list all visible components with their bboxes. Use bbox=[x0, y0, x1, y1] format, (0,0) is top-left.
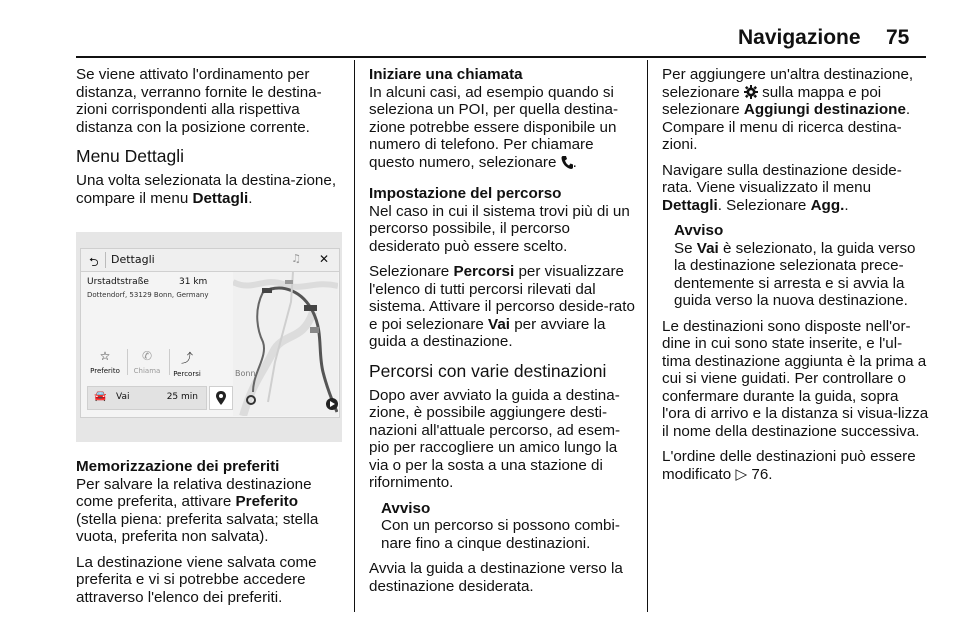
details-screen bbox=[80, 248, 340, 418]
subsection-heading: Memorizzazione dei preferiti bbox=[76, 458, 280, 475]
note-title: Avviso bbox=[674, 222, 724, 239]
routes-icon: ⤴ bbox=[180, 351, 193, 365]
details-screenshot-figure bbox=[76, 232, 342, 442]
paragraph: L'ordine delle destinazioni può essere modificato ▷ 76. bbox=[662, 448, 916, 483]
destination-address: Dottendorf, 53129 Bonn, Germany bbox=[87, 291, 209, 299]
section-heading: Percorsi con varie destinazioni bbox=[369, 360, 607, 381]
header-rule bbox=[76, 56, 926, 58]
screen-title-bar bbox=[81, 249, 339, 272]
destination-distance: 31 km bbox=[179, 277, 208, 287]
paragraph: Selezionare Percorsi per visualizzare l'elenco di tutti percorsi rilevati dal sistema. Attivare il percorso deside-rato e poi selezionare Vai per avviare la guida a destinazione. bbox=[369, 263, 635, 350]
back-icon: ⮌ bbox=[89, 255, 99, 269]
go-label: Vai bbox=[116, 392, 130, 402]
star-icon: ☆ bbox=[99, 349, 111, 363]
column-3 bbox=[662, 66, 930, 491]
favorite-label: Preferito bbox=[90, 367, 120, 375]
note-text: Con un percorso si possono combi-nare fino a cinque destinazioni. bbox=[381, 517, 620, 552]
close-icon: ✕ bbox=[318, 252, 329, 266]
note-text: Se Vai è selezionato, la guida verso la destinazione selezionata prece-dentemente si arresta e si avvia la guida verso la nuova destinazione. bbox=[674, 239, 916, 309]
divider bbox=[105, 252, 106, 268]
favorite-button bbox=[85, 349, 125, 375]
column-divider bbox=[647, 60, 648, 612]
routes-button bbox=[167, 349, 207, 378]
call-button bbox=[127, 349, 167, 375]
destination-street: Urstadtstraße bbox=[87, 277, 149, 287]
subsection-heading: Iniziare una chiamata bbox=[369, 66, 523, 83]
routes-label: Percorsi bbox=[173, 370, 201, 378]
paragraph: In alcuni casi, ad esempio quando si seleziona un POI, per quella destina-zione potrebbe essere disponibile un numero di telefono. Per chiamare questo numero, selezionare . bbox=[369, 83, 619, 171]
map-view bbox=[233, 272, 338, 416]
map-city-label: Bonn bbox=[235, 369, 256, 378]
paragraph: La destinazione viene salvata come preferita e vi si potrebbe accedere attraverso l'elenco dei preferiti. bbox=[76, 553, 317, 606]
paragraph: Navigare sulla destinazione deside-rata. Viene visualizzato il menu Dettagli. Selezionare Agg.. bbox=[662, 161, 902, 214]
subsection-heading: Impostazione del percorso bbox=[369, 185, 562, 202]
page-reference-arrow-icon: ▷ bbox=[735, 465, 748, 483]
paragraph: Avvia la guida a destinazione verso la destinazione desiderata. bbox=[369, 560, 623, 595]
paragraph: Se viene attivato l'ordinamento per distanza, verranno fornite le destina-zioni corrispondenti alla rispettiva distanza con la posizione corrente. bbox=[76, 66, 322, 136]
paragraph: Per aggiungere un'altra destinazione, selezionare sulla mappa e poi selezionare Aggiungi destinazione. Compare il menu di ricerca destina-zioni. bbox=[662, 66, 914, 153]
paragraph: Una volta selezionata la destina-zione, compare il menu Dettagli. bbox=[76, 172, 337, 207]
screen-title: Dettagli bbox=[111, 253, 155, 266]
paragraph: Le destinazioni sono disposte nell'or-dine in cui sono state inserite, e l'ul-tima destinazione aggiunta è la prima a cui si viene guidati. Per controllare o confermare durante la guida, sopra l'ora di arrivo e la distanza si visua-lizza il nome della destinazione successiva. bbox=[662, 317, 929, 440]
location-pin-button bbox=[209, 386, 233, 410]
phone-icon: ✆ bbox=[141, 349, 153, 363]
note-title: Avviso bbox=[381, 499, 431, 517]
gear-icon bbox=[744, 85, 758, 99]
paragraph: Dopo aver avviato la guida a destina-zione, è possibile aggiungere desti-nazioni all'attuale percorso, ad esem-pio per raccogliere un amico lungo la via o per la sosta a una stazione di rifornimento. bbox=[369, 386, 621, 491]
column-divider bbox=[354, 60, 355, 612]
go-button bbox=[87, 386, 207, 410]
call-label: Chiama bbox=[133, 367, 161, 375]
paragraph: Per salvare la relativa destinazione come preferita, attivare Preferito (stella piena: preferita salvata; stella vuota, preferita non salvata). bbox=[76, 475, 319, 545]
car-icon: 🚘 bbox=[94, 391, 107, 402]
page-number: 75 bbox=[886, 26, 910, 49]
note-box bbox=[381, 500, 637, 553]
location-pin-icon bbox=[210, 387, 232, 409]
column-1 bbox=[76, 66, 342, 215]
note-box bbox=[674, 222, 930, 310]
section-heading: Menu Dettagli bbox=[76, 146, 184, 166]
phone-icon bbox=[561, 155, 573, 169]
column-1-lower bbox=[76, 458, 342, 614]
music-icon: ♫ bbox=[291, 252, 301, 265]
page-reference: 76 bbox=[751, 465, 769, 483]
eta-label: 25 min bbox=[166, 392, 198, 402]
page-header-title: Navigazione bbox=[738, 26, 861, 49]
column-2 bbox=[369, 66, 637, 603]
paragraph: Nel caso in cui il sistema trovi più di un percorso possibile, il percorso desiderato può essere scelto. bbox=[369, 202, 630, 255]
